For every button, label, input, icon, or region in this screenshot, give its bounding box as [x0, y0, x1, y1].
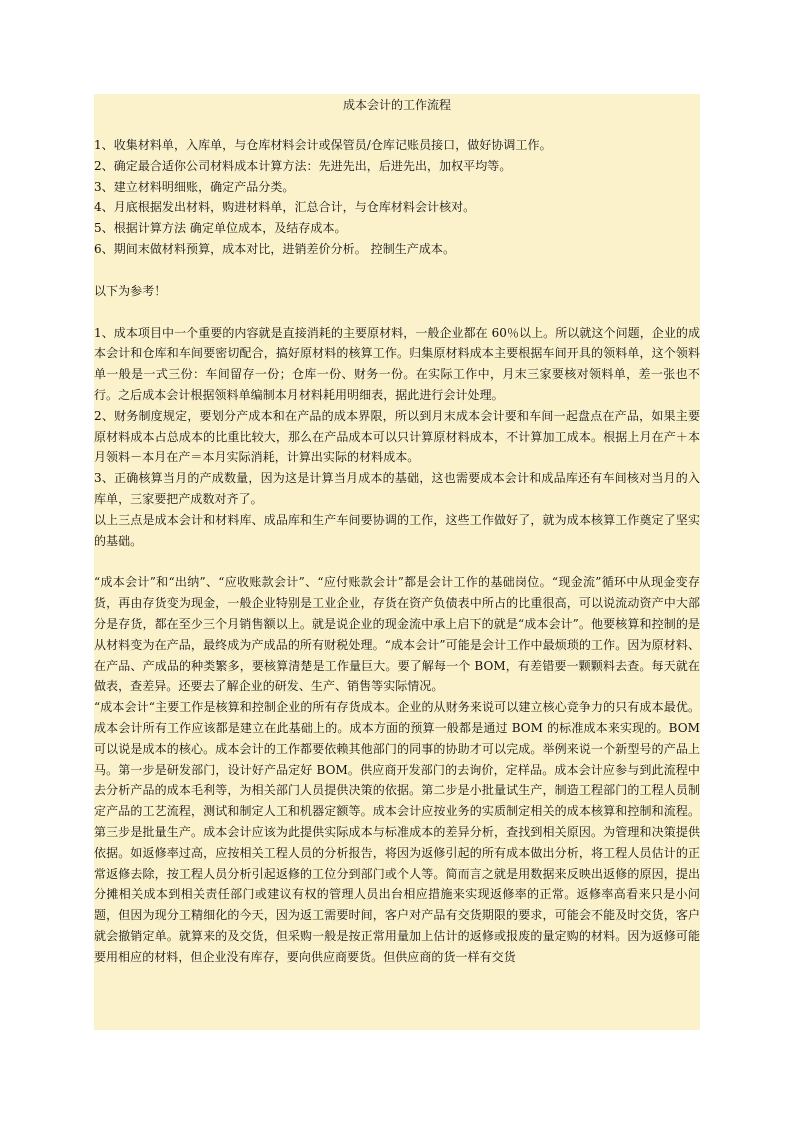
step-item: 6、期间末做材料预算，成本对比，进销差价分析。 控制生产成本。	[94, 241, 456, 256]
document-body	[94, 94, 700, 1030]
spacer	[94, 260, 700, 281]
reference-point: 1、成本项目中一个重要的内容就是直接消耗的主要原材料，一般企业都在 60％以上。所以就这个问题，企业的成本会计和仓库和车间要密切配合，搞好原材料的核算工作。归集原材料成本主要根据车间开具的领料单，这个领料单一般是一式三份：车间留存一份；仓库一份、财务一份。在实际工作中，月末三家要核对领料单，差一张也不行。之后成本会计根据领料单编制本月材料耗用明细表，据此进行会计处理。	[94, 325, 700, 402]
reference-point: 3、正确核算当月的产成数量，因为这是计算当月成本的基础，这也需要成本会计和成品库还有车间核对当月的入库单，三家要把产成数对齐了。	[94, 471, 700, 506]
spacer	[94, 115, 700, 135]
reference-point: 2、财务制度规定，要划分产成本和在产品的成本界限，所以到月末成本会计要和车间一起盘点在产品，如果主要原材料成本占总成本的比重比较大，那么在产品成本可以只计算原材料成本，不计算加工成本。根据上月在产＋本月领料－本月在产＝本月实际消耗，计算出实际的材料成本。	[94, 408, 700, 465]
body-paragraph: “成本会计“主要工作是核算和控制企业的所有存货成本。企业的从财务来说可以建立核心竞争力的只有成本最优。成本会计所有工作应该都是建立在此基础上的。成本方面的预算一般都是通过 BOM 的标准成本来实现的。BOM 可以说是成本的核心。成本会计的工作都要依赖其他部门的同事的协助才可以完成。举例来说一个新型号的产品上马。第一步是研发部门，设计好产品定好 BOM。供应商开发部门的去询价，定样品。成本会计应参与到此流程中去分析产品的成本毛利等，为相关部门人员提供决策的依据。第二步是小批量试生产，制造工程部门的工程人员制定产品的工艺流程，测试和制定人工和机器定额等。成本会计应按业务的实质制定相关的成本核算和控制和流程。第三步是批量生产。成本会计应该为此提供实际成本与标准成本的差异分析，查找到相关原因。为管理和决策提供依据。如返修率过高，应按相关工程人员的分析报告，将因为返修引起的所有成本做出分析，将工程人员估计的正常返修去除，按工程人员分析引起返修的工位分到部门或个人等。简而言之就是用数据来反映出返修的原因，提出分摊相关成本到相关责任部门或建议有权的管理人员出台相应措施来实现返修率的正常。返修率高看来只是小问题，但因为现分工精细化的今天，因为返工需要时间，客户对产品有交货期限的要求，可能会不能及时交货，客户就会撤销定单。就算来的及交货，但采购一般是按正常用量加上估计的返修或报废的量定购的材料。因为返修可能要用相应的材料，但企业没有库存，要向供应商要货。但供应商的货一样有交货	[94, 700, 700, 964]
spacer	[94, 302, 700, 323]
reference-heading: 以下为参考！	[94, 283, 167, 298]
step-item: 3、建立材料明细账，确定产品分类。	[94, 179, 295, 194]
body-paragraph: “成本会计”和“出纳”、“应收账款会计”、“应付账款会计”都是会计工作的基础岗位。“现金流”循环中从现金变存货，再由存货变为现金，一般企业特别是工业企业，存货在资产负债表中所占的比重很高，可以说流动资产中大部分是存货，都在至少三个月销售额以上。就是说企业的现金流中承上启下的就是“成本会计”。他要核算和控制的是从材料变为在产品，最终成为产成品的所有财税处理。“成本会计”可能是会计工作中最烦琐的工作。因为原材料、在产品、产成品的种类繁多，要核算清楚是工作量巨大。要了解每一个 BOM，有差错要一颗颗料去查。每天就在做表，查差异。还要去了解企业的研发、生产、销售等实际情况。	[94, 575, 700, 694]
reference-summary: 以上三点是成本会计和材料库、成品库和生产车间要协调的工作，这些工作做好了，就为成本核算工作奠定了坚实 的基础。	[94, 512, 700, 548]
step-item: 1、收集材料单，入库单，与仓库材料会计或保管员/仓库记账员接口，做好协调工作。	[94, 138, 552, 152]
step-item: 4、月底根据发出材料，购进材料单，汇总合计，与仓库材料会计核对。	[94, 200, 476, 215]
step-item: 5、根据计算方法 确定单位成本，及结存成本。	[94, 221, 347, 236]
step-item: 2、确定最合适你公司材料成本计算方法：先进先出，后进先出，加权平均等。	[94, 158, 512, 173]
spacer	[94, 551, 700, 572]
page-title: 成本会计的工作流程	[342, 98, 451, 112]
